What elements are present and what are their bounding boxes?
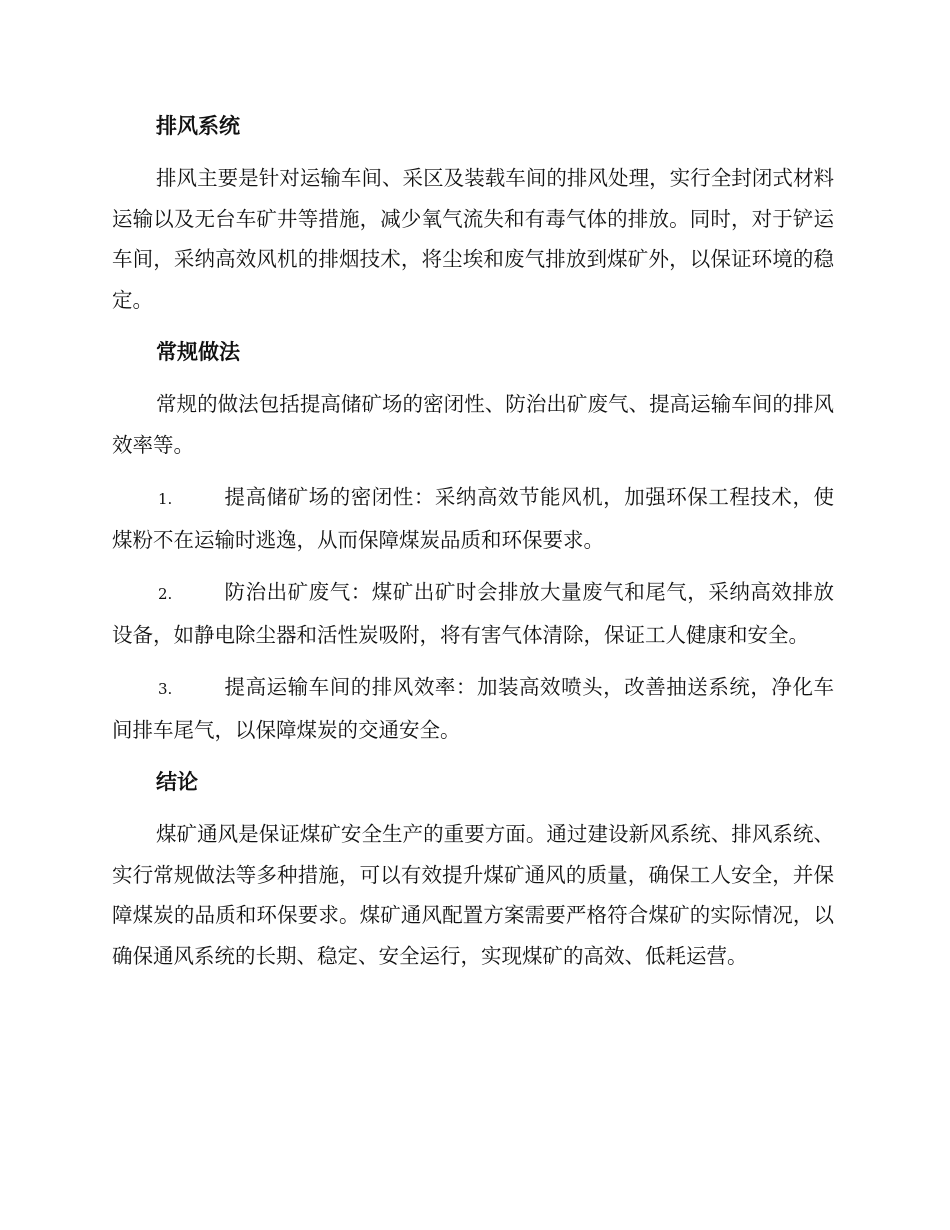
list-number: 2. [158, 585, 173, 603]
section-heading-exhaust: 排风系统 [156, 114, 240, 138]
section-heading-practices: 常规做法 [156, 340, 240, 364]
list-item [112, 572, 834, 655]
list-item-text: 提高储矿场的密闭性：采纳高效节能风机，加强环保工程技术，使煤粉不在运输时逃逸，从而保障煤炭品质和环保要求。 [112, 485, 834, 552]
list-item-text: 防治出矿废气：煤矿出矿时会排放大量废气和尾气，采纳高效排放设备，如静电除尘器和活性炭吸附，将有害气体清除，保证工人健康和安全。 [112, 580, 834, 647]
document-page [112, 106, 834, 988]
paragraph-conclusion: 煤矿通风是保证煤矿安全生产的重要方面。通过建设新风系统、排风系统、实行常规做法等多种措施，可以有效提升煤矿通风的质量，确保工人安全，并保障煤炭的品质和环保要求。煤矿通风配置方案需要严格符合煤矿的实际情况，以确保通风系统的长期、稳定、安全运行，实现煤矿的高效、低耗运营。 [112, 822, 834, 968]
paragraph-practices: 常规的做法包括提高储矿场的密闭性、防治出矿废气、提高运输车间的排风效率等。 [112, 392, 834, 457]
list-number: 3. [158, 680, 173, 698]
list-item [112, 477, 834, 560]
list-item [112, 667, 834, 750]
section-heading-conclusion: 结论 [156, 770, 198, 794]
list-number: 1. [158, 490, 173, 508]
paragraph-exhaust: 排风主要是针对运输车间、采区及装载车间的排风处理，实行全封闭式材料运输以及无台车矿井等措施，减少氧气流失和有毒气体的排放。同时，对于铲运车间，采纳高效风机的排烟技术，将尘埃和废气排放到煤矿外，以保证环境的稳定。 [112, 166, 834, 312]
list-item-text: 提高运输车间的排风效率：加装高效喷头，改善抽送系统，净化车间排车尾气，以保障煤炭的交通安全。 [112, 675, 834, 742]
